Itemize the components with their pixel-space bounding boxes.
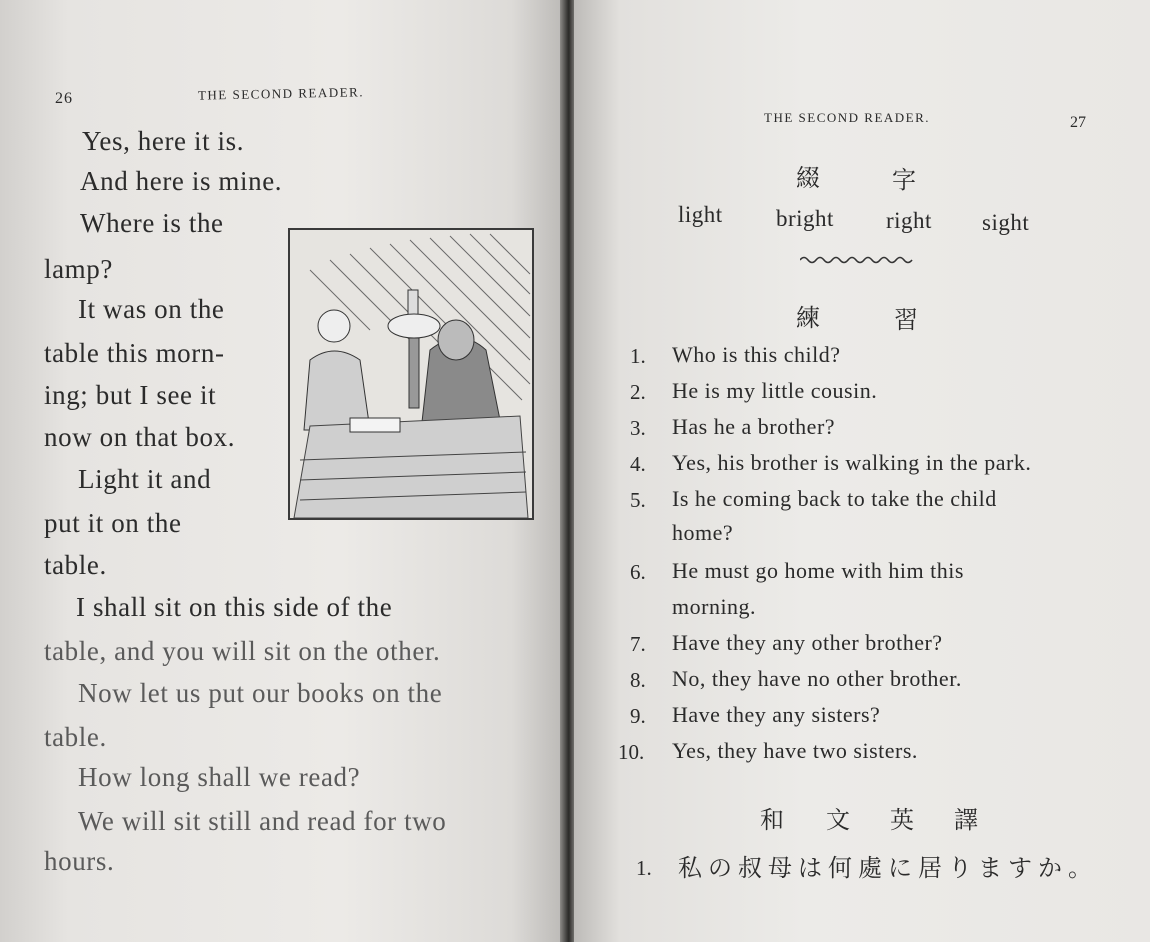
text-line: Yes, here it is. — [82, 126, 245, 156]
running-header: THE SECOND READER. — [197, 84, 365, 103]
text-line: table this morn- — [44, 338, 225, 368]
spelling-word: right — [886, 208, 932, 233]
exercise-text: Has he a brother? — [672, 414, 836, 439]
spelling-heading-char: 字 — [892, 166, 916, 194]
exercise-number: 9. — [630, 704, 646, 728]
exercise-text: Yes, his brother is walking in the park. — [672, 450, 1032, 475]
page-number: 26 — [55, 90, 73, 107]
exercise-text: Who is this child? — [672, 342, 841, 367]
spelling-word: sight — [982, 210, 1030, 235]
exercise-number: 5. — [630, 488, 646, 512]
text-line: And here is mine. — [80, 166, 283, 196]
translation-heading-char: 和 — [760, 806, 784, 834]
exercise-number: 10. — [618, 740, 645, 764]
text-line: table. — [44, 722, 107, 752]
exercise-text: Yes, they have two sisters. — [672, 738, 918, 763]
wavy-divider — [800, 254, 916, 266]
running-header: THE SECOND READER. — [764, 110, 931, 125]
exercise-text: Have they any other brother? — [672, 630, 943, 655]
exercise-heading-char: 練 — [796, 304, 820, 332]
engraving-image — [290, 230, 532, 518]
exercise-heading-char: 習 — [894, 306, 918, 334]
text-line: ing; but I see it — [44, 380, 217, 410]
spelling-word: light — [678, 202, 723, 227]
text-line: table, and you will sit on the other. — [44, 636, 441, 666]
translation-heading-char: 英 — [890, 806, 914, 834]
exercise-text: He is my little cousin. — [672, 378, 878, 403]
exercise-number: 8. — [630, 668, 646, 692]
text-line: We will sit still and read for two — [78, 806, 447, 836]
exercise-number: 6. — [630, 560, 646, 584]
spelling-word: bright — [776, 206, 834, 231]
translation-heading-char: 譯 — [954, 806, 978, 834]
exercise-number: 3. — [630, 416, 646, 440]
exercise-text: He must go home with him this — [672, 558, 964, 583]
text-line: How long shall we read? — [78, 762, 361, 792]
text-line: lamp? — [44, 254, 113, 284]
exercise-number: 4. — [630, 452, 646, 476]
text-line: now on that box. — [44, 422, 236, 452]
translation-heading-char: 文 — [826, 806, 850, 834]
exercise-number: 1. — [630, 344, 646, 368]
text-line: It was on the — [78, 294, 225, 324]
text-line: Light it and — [78, 464, 212, 494]
right-page — [574, 0, 1150, 942]
exercise-text: No, they have no other brother. — [672, 666, 962, 691]
spelling-heading-char: 綴 — [796, 164, 820, 192]
exercise-text: Is he coming back to take the child — [672, 486, 997, 511]
text-line: Where is the — [80, 208, 224, 238]
text-line: hours. — [44, 846, 115, 876]
page-number: 27 — [1070, 114, 1086, 131]
exercise-number: 2. — [630, 380, 646, 404]
translation-text: 私の叔母は何處に居りますか。 — [678, 854, 1098, 882]
exercise-text: Have they any sisters? — [672, 702, 881, 727]
translation-number: 1. — [636, 856, 652, 880]
text-line: put it on the — [44, 508, 182, 538]
illustration — [288, 228, 534, 520]
exercise-number: 7. — [630, 632, 646, 656]
text-line: Now let us put our books on the — [78, 678, 443, 708]
left-page — [0, 0, 568, 942]
exercise-text-continued: morning. — [672, 594, 757, 619]
text-line: I shall sit on this side of the — [76, 592, 393, 622]
exercise-text-continued: home? — [672, 520, 734, 545]
text-line: table. — [44, 550, 107, 580]
